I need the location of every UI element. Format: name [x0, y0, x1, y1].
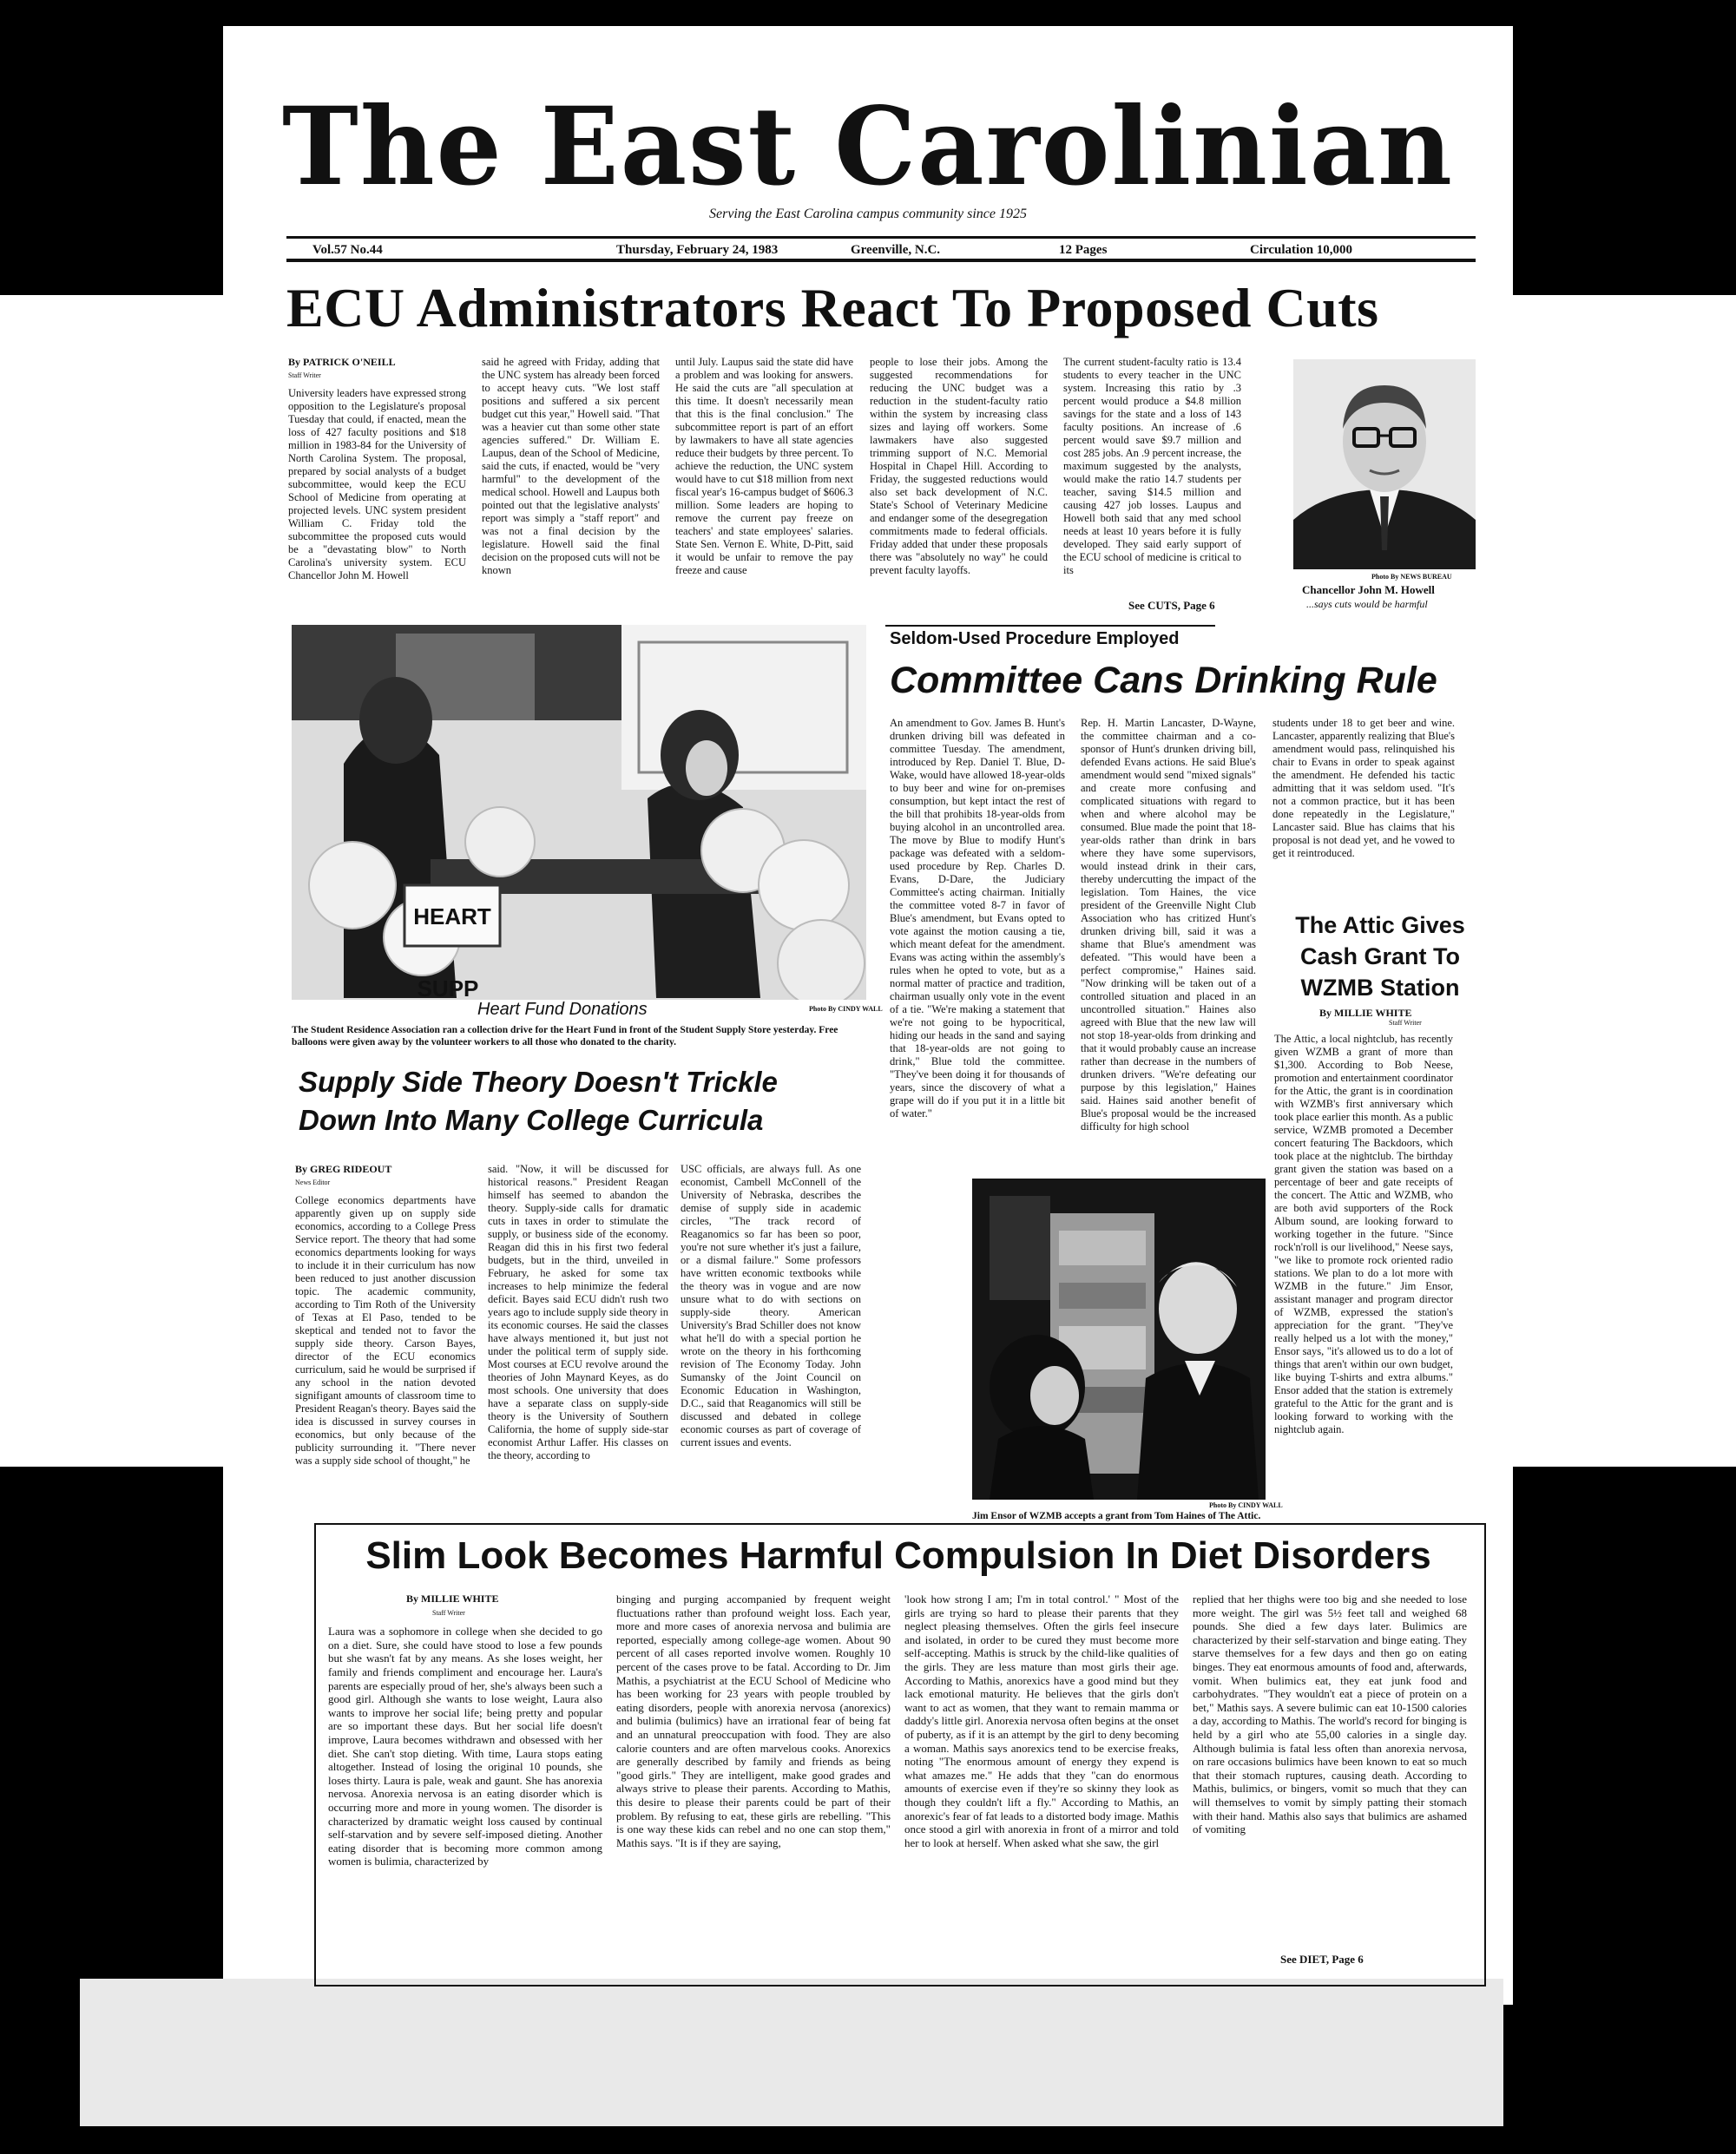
- masthead-rule-bottom: [286, 259, 1476, 262]
- masthead-tagline: Serving the East Carolina campus community since 1925: [708, 207, 1028, 221]
- attic-body: The Attic, a local nightclub, has recently given WZMB a grant of more than $1,300. According to Bob Neese, promotion and entertainment coordinator for the Attic, the grant is in coordination with WZMB's first anniversary which took place earlier this month. As a public service, WZMB promoted a December concert featuring The Backdoors, which took place at the nightclub. The birthday grant given the station was based on a percentage of beer and gate receipts of the concert. The Attic and WZMB, who are both avid supporters of the Rock Album sound, are looking forward to working together in the future. "Since rock'n'roll is our livelihood," Neese says, "we like to promote rock oriented radio stations. We plan to do a lot more with WZMB in the future." Jim Ensor, assistant manager and program director of WZMB, expressed the station's appreciation for the grant. "They've really helped us a lot with the money," Ensor says, "it's allowed us to do a lot of things that aren't within our own budget, like buying T-shirts and extra albums." Ensor added that the station is extremely grateful to the Attic for the grant and is looking forward to working with the nightclub again.: [1274, 1033, 1453, 1435]
- diet-byline-role: Staff Writer: [432, 1608, 465, 1617]
- heart-fund-title: Heart Fund Donations: [477, 1000, 648, 1019]
- howell-portrait: [1293, 359, 1476, 569]
- place: Greenville, N.C.: [851, 243, 941, 257]
- drinking-column-2: Rep. H. Martin Lancaster, D-Wayne, the committee chairman and a co-sponsor of Hunt's drunken driving bill, defended Evans actions. He said Blue's amendment would send "mixed signals" and create more confusing and complicated situations with regard to when and where alcohol may be consumed. Blue made the point that 18-year-olds rather than drink in bars where they have some supervisors, would instead drink in their cars, thereby undercutting the impact of the legislation. Tom Haines, the vice president of the Greenville Night Club Association who has critized Hunt's drunken driving bill, said it was a shame that Blue's amendment was defeated. "This would have been a perfect compromise," Haines said. "Now drinking will be taken out of a controlled situation and placed in an uncontrolled situation." Haines also agreed with Blue that the new law will not stop 18-year-olds from drinking and that it would probably cause an increase rather than decrease in the numbers of drunken drivers. "We're defeating our purpose by this legislation," Haines said. Haines said another benefit of Blue's proposal would be the increased difficulty for high school: [1081, 717, 1256, 1133]
- lead-column-4: people to lose their jobs. Among the suggested recommendations for reducing the UNC budget was a reduction in the student-faculty ratio within the system by increasing class sizes and laying off workers. Some lawmakers have also suggested trimming support of N.C. Memorial Hospital in Chapel Hill. According to Friday, the suggested reductions would also set back development of N.C. State's School of Veterinary Medicine and endanger some of the desegregation commitments made to federal officials. Friday added that under these proposals there was "absolutely no way" he could prevent faculty layoffs.: [870, 356, 1048, 576]
- attic-headline: The Attic Gives Cash Grant To WZMB Station: [1295, 912, 1465, 1001]
- lead-byline: By PATRICK O'NEILL: [288, 356, 396, 368]
- howell-subcaption: ...says cuts would be harmful: [1306, 598, 1428, 610]
- supply-store-sign-text: SUPP: [417, 975, 479, 1000]
- diet-byline: By MILLIE WHITE: [406, 1593, 499, 1605]
- page-paper: [0, 295, 1736, 1467]
- heart-fund-photo: [292, 625, 866, 1000]
- attic-byline-role: Staff Writer: [1389, 1019, 1422, 1027]
- lead-column-2: said he agreed with Friday, adding that the UNC system has already been forced to accept heavy cuts. "We lost staff positions and suffered a six percent budget cut this year," Howell said. "That was a heavier cut than some other state agencies suffered." Dr. William E. Laupus, dean of the School of Medicine, said the cuts, if enacted, would be "very harmful" to the development of the medical school. Howell and Laupus both pointed out that the legislative analysts' report was simply a "staff report" and was not a final decision by the legislature. Howell said the final decision on the proposed cuts will not be known: [482, 356, 660, 576]
- issue-date: Thursday, February 24, 1983: [616, 243, 779, 257]
- lead-column-5: The current student-faculty ratio is 13.4 students to every teacher in the UNC system. Increasing this ratio by .3 percent would produce a $4.8 million savings for the state and a loss of 143 faculty positions. An increase of .6 percent would save $9.7 million and cost 285 jobs. An .9 percent increase, the maximum suggested by the analysts, would make the ratio 14.7 students per teacher, saving $14.5 million and causing 427 job losses. Laupus and Howell both said that any med school needs at least 10 years before it is fully developed. They said early support of the ECU school of medicine is critical to its: [1063, 356, 1241, 576]
- masthead-title: The East Carolinian: [282, 82, 1454, 210]
- supply-headline-line-1: Supply Side Theory Doesn't Trickle: [299, 1066, 778, 1098]
- diet-column-1: [328, 1593, 602, 1974]
- attic-byline: By MILLIE WHITE: [1319, 1007, 1412, 1019]
- supply-text-1: College economics departments have apparently given up on supply side economics, according to a College Press Service report. The theory that had some economics departments looking for ways to include it in their curriculum has now been reduced to just another discussion topic. The academic community, according to Tim Roth of the University of Texas at El Paso, tended to be skeptical and tended not to favor the supply side theory. Carson Bayes, director of the ECU economics curriculum, said he would be surprised if any school in the nation devoted signifigant amounts of classroom time to President Reagan's theory. Bayes said the idea is discussed in survey courses in economics, but only because of the publicity surrounding it. "There never was a supply side school of thought," he: [295, 1194, 476, 1467]
- volume: Vol.57 No.44: [312, 243, 383, 257]
- page-count: 12 Pages: [1059, 243, 1108, 257]
- howell-photo-credit: Photo By NEWS BUREAU: [1371, 573, 1452, 581]
- diet-headline: Slim Look Becomes Harmful Compulsion In Diet Disorders: [365, 1534, 1431, 1577]
- lead-byline-role: Staff Writer: [288, 371, 321, 379]
- drinking-column-3: students under 18 to get beer and wine. Lancaster, apparently realizing that Blue's amendment would pass, relinquished his chair to Evans in order to speak against the amendment. He defended his tactic admitting that it was seldom used. "It's not a common practice, but it has been done repeatedly in the Legislature," Lancaster said. Blue has claims that his proposal is not dead yet, and he vowed to get it reintroduced.: [1272, 717, 1455, 859]
- diet-column-4: replied that her thighs were too big and she needed to lose more weight. The girl was 5½ feet tall and weighed 68 pounds. She died a few days later. Bulimics are characterized by their self-starvation and binge eating. They starve themselves for a few days and then go on eating binges. They eat enormous amounts of food and, afterwards, vomit. When bulimics eat, they eat junk food and carbohydrates. "They wouldn't eat a piece of protein on a bet," Mathis says. A severe bulimic can eat 10-1500 calories a day, according to Mathis. The world's record for binging is held by a girl who ate 55,00 calories in a single day. Although bulimia is fatal less often than anorexia nervosa, on rare occasions bulimics have been known to eat so much that their stomach ruptures, causing death. According to Mathis, bulimics, or bingers, vomit so much that they can will themselves to vomit by simply patting their stomach with their hand. Mathis also says that bulimics are ashamed of vomiting: [1193, 1593, 1467, 1836]
- howell-photo: [1293, 359, 1476, 569]
- diet-column-2: binging and purging accompanied by frequent weight fluctuations rather than profound weight loss. Each year, more and more cases of anorexia nervosa and bulimia are reported, especially among college-age women. About 90 percent of all cases reported involve women. Roughly 10 percent of the cases prove to be fatal. According to Dr. Jim Mathis, a psychiatrist at the ECU School of Medicine who has been working for 23 years with people troubled by eating disorders, people with anorexia nervosa (anorexics) and bulimia (bulimics) have an irrational fear of being fat and an unnatural preoccupation with food. They are also calorie counters and are often marvelous cooks. Anorexics are generally described by family and friends as being "good girls." They are intelligent, make good grades and always strive to please their parents. According to Mathis, this desire to please their parents could be part of their problem. By refusing to eat, these girls are rebelling. "This is one way these kids can rebel and no one can stop them," Mathis says. "It is if they are saying,: [616, 1593, 891, 1849]
- howell-caption: Chancellor John M. Howell: [1302, 583, 1435, 596]
- wzmb-photo: [972, 1179, 1266, 1500]
- supply-column-1: [295, 1163, 476, 1510]
- diet-jump: See DIET, Page 6: [1280, 1953, 1364, 1966]
- diet-text-1: Laura was a sophomore in college when she decided to go on a diet. Sure, she could have stood to lose a few pounds but she wasn't fat by any means. As she loses weight, her family and friends compliment and encourage her. Laura's parents are especially proud of her, she's always been such a good girl. Although she wants to lose weight, Laura also wants to improve her social life; being pretty and popular are so important these days. But her social life doesn't improve, Laura becomes withdrawn and obsessed with her diet. She can't stop dieting. With time, Laura stops eating altogether. Instead of losing the original 10 pounds, she loses thirty. Laura is pale, weak and gaunt. She has anorexia nervosa. Anorexia nervosa is an eating disorder which is occurring more and more in young women. The disorder is characterized by dramatic weight loss caused by continual self-starvation and by severe self-imposed dieting. Another eating disorder that is becoming more common among women is bulimia, characterized by: [328, 1625, 602, 1868]
- paper-underlay: [80, 1979, 1503, 2126]
- supply-column-3: USC officials, are always full. As one economist, Cambell McConnell of the University of Nebraska, describes the demise of supply side in academic circles, "The track record of Reaganomics so far has been so poor, you're not sure whether it's just a failure, or a dismal failure." Some professors have written economic textbooks while the theory was in vogue and are now unsure what to do with sections on supply-side theory. American University's Brad Schiller does not know what he'll do with a special portion he wrote on the theory in his forthcoming revision of The Economy Today. John Sumansky of the Joint Council on Economic Education in Washington, D.C., said that Reaganomics will still be discussed and debated in college economic courses as part of coverage of current issues and events.: [681, 1163, 861, 1448]
- wzmb-scene: [972, 1179, 1266, 1500]
- lead-column-3: until July. Laupus said the state did have a problem and was looking for answers. He said the cuts are "all speculation at this time. It doesn't necessarily mean that this is the final conclusion." The subcommittee report is part of an effort by lawmakers to have all state agencies reduce their budgets by three percent. To achieve the reduction, the UNC system would have to cut $18 million from next fiscal year's 16-campus budget of $606.3 million. Some leaders are hoping to remove the current pay freeze on teachers' and state employees' salaries. State Sen. Vernon E. White, D-Pitt, said it would be unfair to remove the pay freeze and cause: [675, 356, 853, 576]
- supply-byline-role: News Editor: [295, 1179, 331, 1186]
- heart-fund-credit: Photo By CINDY WALL: [809, 1005, 883, 1013]
- supply-headline-line-2: Down Into Many College Curricula: [299, 1104, 764, 1136]
- drinking-rule: [885, 625, 1215, 627]
- drinking-headline: Committee Cans Drinking Rule: [890, 660, 1437, 701]
- drinking-column-1: An amendment to Gov. James B. Hunt's drunken driving bill was defeated in committee Tuesday. The amendment, introduced by Rep. Daniel T. Blue, D-Wake, would have allowed 18-year-olds to buy beer and wine for on-premises consumption, but kept intact the rest of the bill that prohibits 18-year-olds from buying alcohol in an uncontrolled area. The move by Blue to modify Hunt's package was defeated with a seldom-used procedure by Rep. Charles D. Evans, D-Dare, the Judiciary Committee's acting chairman. Initially the committee voted 8-7 in favor of Blue's amendment, but Evans opted to vote against the motion causing a tie, which meant defeat for the amendment. Evans was acting within the assembly's rules when he opted to vote, but as a normal matter of practice and tradition, chairman usually only vote in the event of a tie. "We're making a statement that we're not going to be hypocritical, hiding our heads in the sand and saying that 18-year-olds are not going to drink," Blue told the committee. "They've been doing it for thousands of years, since the discovery of what a grape will do if you put it in a little bit of water.": [890, 717, 1065, 1120]
- wzmb-caption: Jim Ensor of WZMB accepts a grant from Tom Haines of The Attic.: [972, 1511, 1261, 1521]
- dateline: [286, 240, 1476, 260]
- supply-column-2: said. "Now, it will be discussed for historical reasons." President Reagan himself has seemed to abandon the theory. Supply-side calls for dramatic cuts in taxes in order to stimulate the supply, or business side of the economy. Reagan did this in his first two federal budgets, but in the third, unveiled in February, he asked for some tax increases to help minimize the federal deficit. Bayes said ECU didn't rush two years ago to include supply side theory in its economic courses. He said the classes have always mentioned it, but just not under the political term of supply side. Most courses at ECU revolve around the theories of John Maynard Keyes, as do most schools. One university that does have a separate class on supply-side theory is the University of Southern California, the home of supply side-star economist Arthur Laffer. His classes on the theory, according to: [488, 1163, 668, 1461]
- heart-fund-scene: [292, 625, 866, 1000]
- lead-headline: ECU Administrators React To Proposed Cuts: [286, 277, 1379, 338]
- masthead-rule-top: [286, 236, 1476, 239]
- circulation: Circulation 10,000: [1250, 243, 1353, 257]
- diet-column-3: 'look how strong I am; I'm in total control.' " Most of the girls are trying so hard to please their parents that they neglect pleasing themselves. Often the girls feel insecure and isolated, in order to be cured they must become more self-accepting. Mathis is struck by the child-like qualities of the girls. They are less mature than most girls their age. According to Mathis, anorexics have a good mind but they lack emotional maturity. He believes that the girls don't want to act as women, that they want to remain mamma or daddy's little girl. Anorexia nervosa often begins at the onset of puberty, as if it is an attempt by the girl to deny becoming a woman. Mathis says anorexics tend to be exercise freaks, noting "The enormous amount of energy they expend is what amazes me." He adds that they "can do enormous amounts of exercise even if they're so skinny they look as though they couldn't lift a fly." According to Mathis, an anorexic's fear of fat leads to a distorted body image. Mathis once stood a girl with anorexia in front of a mirror and told her to look at herself. When asked what she saw, the girl: [904, 1593, 1179, 1849]
- heart-fund-caption: The Student Residence Association ran a collection drive for the Heart Fund in front of the Student Supply Store yesterday. Free balloons were given away by the volunteer workers to all those who donated to the charity.: [292, 1025, 838, 1047]
- wzmb-photo-credit: Photo By CINDY WALL: [1209, 1501, 1283, 1509]
- lead-jump: See CUTS, Page 6: [1128, 599, 1215, 612]
- supply-headline: [299, 1063, 778, 1139]
- lead-column-1: [288, 356, 466, 618]
- lead-text-1: University leaders have expressed strong opposition to the Legislature's proposal Tuesday that could, if enacted, mean the loss of 427 faculty positions and $18 million in 1983-84 for the University of North Carolina System. The proposal, prepared by social analysts of a budget subcommittee, would keep the ECU School of Medicine from operating at projected levels. UNC system president William C. Friday told the subcommittee the proposed cuts would be a "devastating blow" to North Carolina's university system. ECU Chancellor John M. Howell: [288, 387, 466, 581]
- heart-sign-text: HEART: [413, 903, 491, 929]
- supply-byline: By GREG RIDEOUT: [295, 1163, 392, 1175]
- drinking-kicker: Seldom-Used Procedure Employed: [890, 629, 1180, 648]
